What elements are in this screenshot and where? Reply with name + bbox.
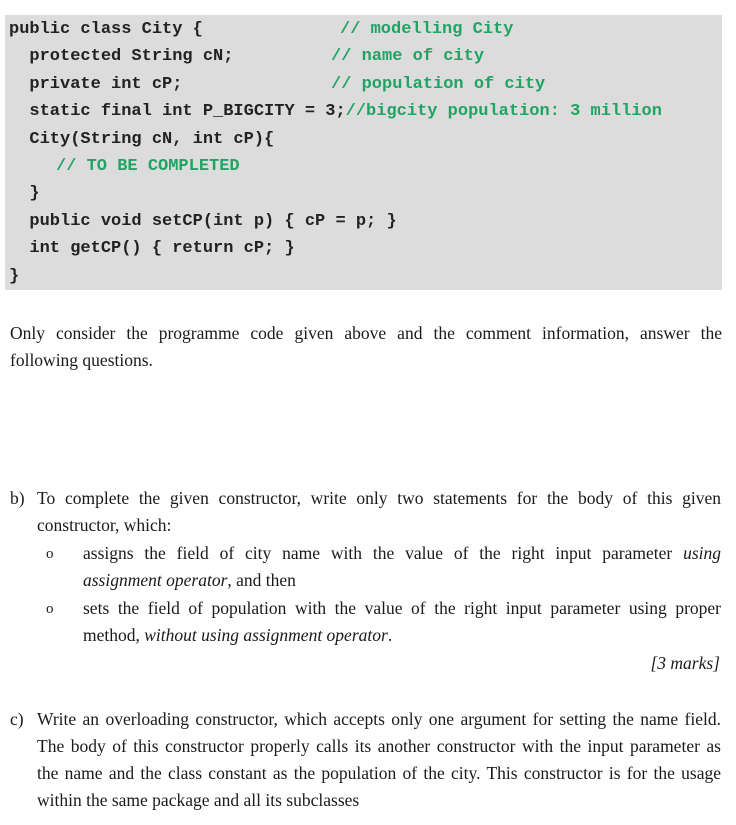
bullet-2-line-1: sets the field of population with the value of the right input parameter using proper <box>83 598 721 618</box>
code-line-field-cn: protected String cN; <box>9 47 234 66</box>
code-comment-todo: // TO BE COMPLETED <box>56 157 240 176</box>
question-c-line-2: The body of this constructor properly calls its another constructor with the input parameter as <box>37 736 721 756</box>
code-line-class-decl: public class City { <box>9 20 203 39</box>
bullet-2-line-2: method, without using assignment operator. <box>83 625 393 645</box>
question-b-line-2: constructor, which: <box>37 515 172 535</box>
bullet-marker: o <box>46 546 54 562</box>
code-line-constructor: City(String cN, int cP){ <box>9 130 275 149</box>
code-line-constant: static final int P_BIGCITY = 3;//bigcity population: 3 million <box>9 102 662 121</box>
bullet-1-line-1: assigns the field of city name with the value of the right input parameter using <box>83 543 721 563</box>
question-b-line-1: To complete the given constructor, write only two statements for the body of this given <box>37 488 721 508</box>
bullet-1-line-2: assignment operator, and then <box>83 570 296 590</box>
code-line-getcp: int getCP() { return cP; } <box>9 239 295 258</box>
bullet-marker: o <box>46 601 54 617</box>
question-b-label: b) <box>10 488 25 508</box>
question-c-line-1: Write an overloading constructor, which accepts only one argument for setting the name field. <box>37 709 721 729</box>
intro-line-1: Only consider the programme code given above and the comment information, answer the <box>10 323 722 343</box>
code-line-class-close: } <box>9 267 20 286</box>
question-c-line-4: within the same package and all its subclasses <box>37 790 360 810</box>
code-block <box>5 15 722 290</box>
code-line-field-cp: private int cP; <box>9 75 183 94</box>
question-c-line-3: the name and the class constant as the population of the city. This constructor is for the usage <box>37 763 721 783</box>
code-line-setcp: public void setCP(int p) { cP = p; } <box>9 212 397 231</box>
code-comment-name: // name of city <box>331 47 485 66</box>
question-c-label: c) <box>10 709 24 729</box>
code-comment-modelling: // modelling City <box>340 20 514 39</box>
marks-label: [3 marks] <box>650 653 720 673</box>
code-comment-population: // population of city <box>331 75 546 94</box>
code-line-constructor-close: } <box>9 184 40 203</box>
intro-line-2: following questions. <box>10 350 153 370</box>
code-comment-bigcity: //bigcity population: 3 million <box>345 102 662 121</box>
